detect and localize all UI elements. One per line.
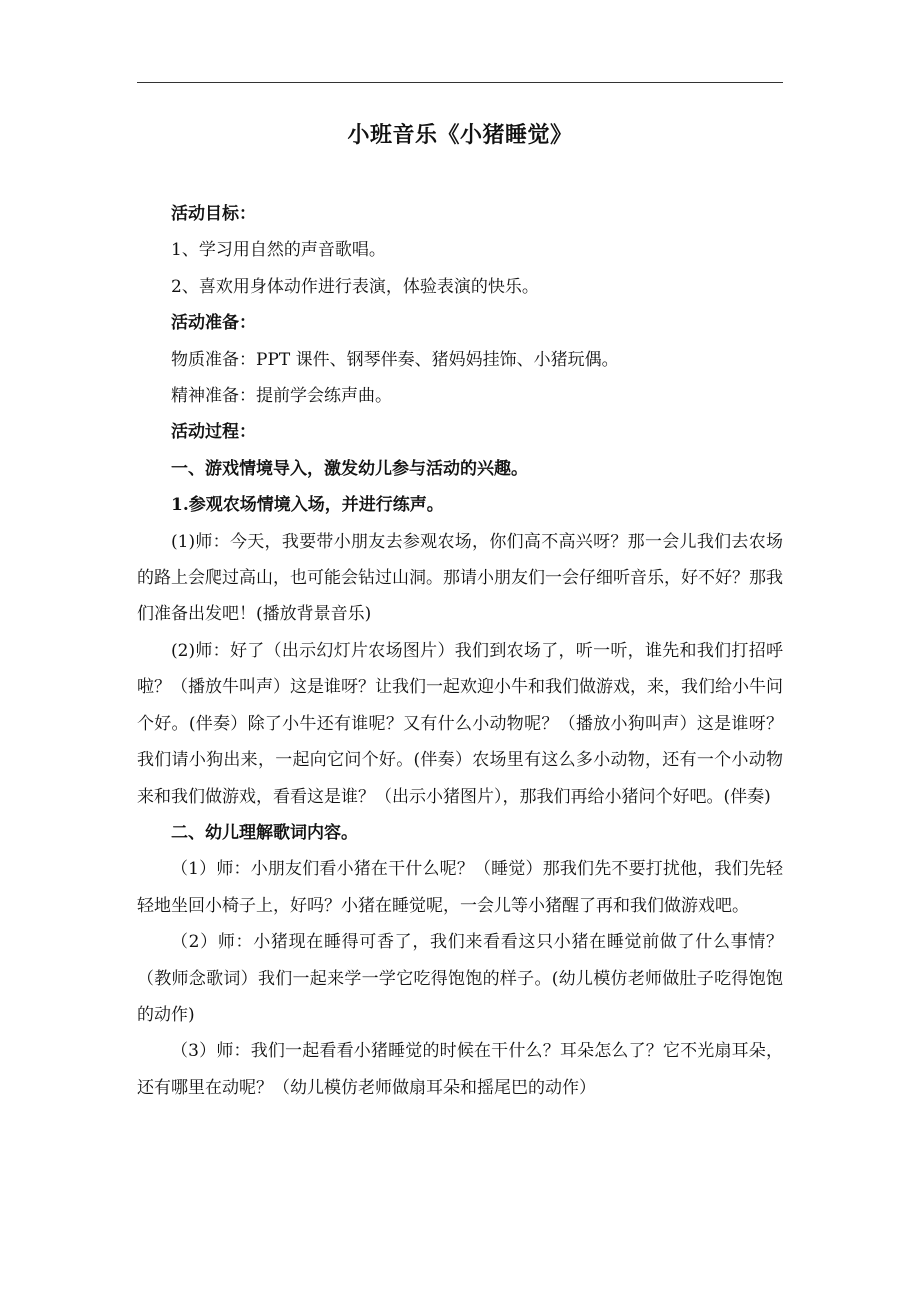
process-step-heading: 二、幼儿理解歌词内容。 <box>171 822 358 843</box>
process-step-heading: 一、游戏情境导入，激发幼儿参与活动的兴趣。 <box>171 458 528 479</box>
preparation-item: 物质准备：PPT 课件、钢琴伴奏、猪妈妈挂饰、小猪玩偶。 <box>171 349 619 370</box>
document-body <box>137 196 783 1106</box>
body-paragraph: （3）师：我们一起看看小猪睡觉的时候在干什么？耳朵怎么了？它不光扇耳朵，还有哪里在动呢？（幼儿模仿老师做扇耳朵和摇尾巴的动作） <box>137 1041 783 1098</box>
header-rule <box>137 82 783 83</box>
section-heading-process: 活动过程： <box>171 422 256 443</box>
section-heading-objectives: 活动目标： <box>171 204 256 224</box>
body-paragraph: （1）师：小朋友们看小猪在干什么呢？（睡觉）那我们先不要打扰他，我们先轻轻地坐回小椅子上，好吗？小猪在睡觉呢，一会儿等小猪醒了再和我们做游戏吧。 <box>137 859 783 916</box>
body-paragraph: (1)师：今天，我要带小朋友去参观农场，你们高不高兴呀？那一会儿我们去农场的路上会爬过高山，也可能会钻过山洞。那请小朋友们一会仔细听音乐，好不好？那我们准备出发吧！(播放背景音乐) <box>137 531 783 625</box>
preparation-item: 精神准备：提前学会练声曲。 <box>171 386 392 407</box>
objective-item: 2、喜欢用身体动作进行表演，体验表演的快乐。 <box>171 276 539 297</box>
body-paragraph: （2）师：小猪现在睡得可香了，我们来看看这只小猪在睡觉前做了什么事情？（教师念歌词）我们一起来学一学它吃得饱饱的样子。(幼儿模仿老师做肚子吃得饱饱的动作) <box>137 932 783 1025</box>
process-substep-heading: 1.参观农场情境入场，并进行练声。 <box>171 495 444 516</box>
body-paragraph: (2)师：好了（出示幻灯片农场图片）我们到农场了，听一听，谁先和我们打招呼啦？（播放牛叫声）这是谁呀？让我们一起欢迎小牛和我们做游戏，来，我们给小牛问个好。(伴奏）除了小牛还有谁呢？又有什么小动物呢？（播放小狗叫声）这是谁呀？我们请小狗出来，一起向它问个好。(伴奏）农场里有这么多小动物，还有一个小动物来和我们做游戏，看看这是谁？（出示小猪图片），那我们再给小猪问个好吧。(伴奏) <box>137 640 783 807</box>
section-heading-preparation: 活动准备： <box>171 313 256 334</box>
document-title: 小班音乐《小猪睡觉》 <box>347 122 573 148</box>
objective-item: 1、学习用自然的声音歌唱。 <box>171 240 386 261</box>
